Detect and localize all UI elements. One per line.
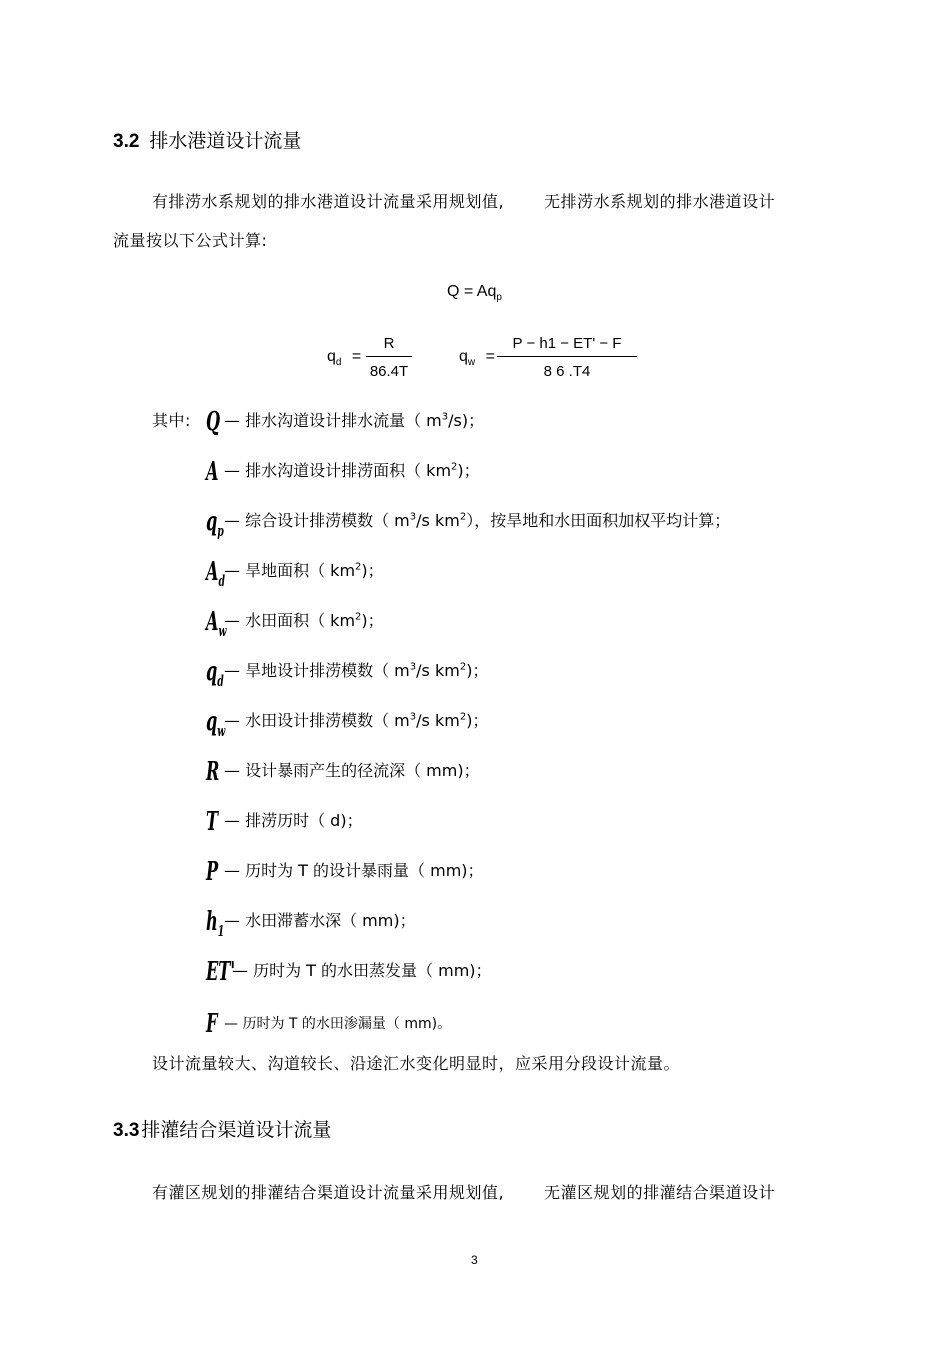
formula-text: q [327,348,336,365]
definition-item [206,803,363,837]
section-number: 3.3 [113,1120,140,1141]
definition-text: — 旱地设计排涝模数（ m [224,661,410,680]
definition-text: — 旱地面积（ km [224,561,356,580]
denominator: 8 6 .T4 [543,363,591,380]
paragraph-text: 无排涝水系规划的排水港道设计 [544,192,776,211]
symbol: ET' [206,957,236,987]
formula-text: Q = Aq [447,283,497,300]
definition-text: /s km [416,511,460,530]
definition-text: )； [457,461,480,480]
symbol: T [206,807,219,837]
definition-text: — 设计暴雨产生的径流深（ mm)； [224,761,480,780]
paragraph-text: 有灌区规划的排灌结合渠道设计流量采用规划值, [152,1183,505,1202]
superscript: 2 [459,711,467,723]
superscript: 2 [451,461,458,473]
definition-text: )； [361,611,384,630]
definition-text: /s km [416,661,460,680]
definition-item [206,553,384,591]
superscript: 2 [459,661,467,673]
formula-qd-fraction [366,335,412,380]
formula-qw-lhs [459,348,495,366]
definition-text: — 历时为 T 的水田蒸发量（ mm)； [232,961,492,980]
superscript: 2 [355,561,362,573]
paragraph-text: 无灌区规划的排灌结合渠道设计 [544,1183,776,1202]
formula-subscript: d [335,357,342,368]
definition-text: — 水田设计排涝模数（ m [224,711,410,730]
paragraph-text: 流量按以下公式计算: [113,231,268,250]
definition-text: ），按旱地和水田面积加权平均计算； [466,511,731,530]
formula-subscript: p [496,292,502,303]
definition-item [206,653,489,691]
section-title: 排水港道设计流量 [149,130,302,152]
formula-qd-lhs [327,348,361,366]
definition-text: — 排水沟道设计排涝面积（ km [224,461,452,480]
definition-text: — 排水沟道设计排水流量（ m [224,411,442,430]
symbol: $h_1$ [206,907,225,941]
page-number: 3 [471,1253,478,1267]
definition-item [206,853,484,887]
definition-item [206,403,485,437]
superscript: 3 [441,411,449,423]
definitions-intro: 其中: [152,411,191,430]
definition-text: )； [466,661,489,680]
superscript: 2 [459,511,467,523]
symbol: R [206,757,220,787]
section-title: 排灌结合渠道设计流量 [141,1119,332,1141]
symbol: $q_w$ [206,707,226,741]
section-heading-3-2 [113,126,301,153]
definition-text: — 水田滞蓄水深（ mm)； [224,911,416,930]
definition-text: — 综合设计排涝模数（ m [224,511,410,530]
definition-text: — 排涝历时（ d)； [224,811,363,830]
equals-sign: = [485,348,495,365]
paragraph-line [113,228,267,251]
formula-subscript: w [467,357,476,368]
symbol: $A_d$ [206,557,226,591]
numerator: P − h1 − ET' − F [512,335,622,352]
definition-text: /s km [416,711,460,730]
definition-item [206,453,480,487]
section-heading-3-3 [113,1115,331,1142]
closing-paragraph: 设计流量较大、沟道较长、沿途汇水变化明显时，应采用分段设计流量。 [152,1054,681,1073]
definition-text: )； [361,561,384,580]
fraction-bar [366,356,412,357]
symbol: P [206,857,219,887]
definition-item [206,903,416,941]
definition-text: — 水田面积（ km [224,611,356,630]
fraction-bar [497,356,637,357]
superscript: 3 [409,511,417,523]
symbol: $q_d$ [206,657,224,691]
superscript: 3 [409,711,417,723]
definition-item [206,503,731,541]
symbol: A [206,457,219,487]
definition-text: /s)； [448,411,485,430]
definition-item [206,1005,452,1039]
denominator: 86.4T [369,363,409,380]
section-number: 3.2 [113,131,140,152]
definition-item [206,753,480,787]
definition-text: — 历时为 T 的水田渗漏量（ mm)。 [224,1016,452,1032]
definition-item [206,703,489,741]
symbol: F [206,1009,218,1039]
symbol: $q_p$ [206,507,224,541]
paragraph-text: 有排涝水系规划的排水港道设计流量采用规划值, [152,192,505,211]
equals-sign: = [351,348,362,365]
paragraph-line [152,1180,775,1203]
formula-main [447,283,502,301]
formula-text: q [459,348,468,365]
superscript: 2 [355,611,362,623]
symbol: Q [206,407,221,437]
numerator: R [383,335,395,352]
symbol: $A_w$ [206,607,227,641]
definition-item [206,953,492,987]
definition-text: )； [466,711,489,730]
definition-item [206,603,384,641]
formula-qw-fraction [497,335,637,380]
definition-text: — 历时为 T 的设计暴雨量（ mm)； [224,861,484,880]
superscript: 3 [409,661,417,673]
paragraph-line [152,189,775,212]
